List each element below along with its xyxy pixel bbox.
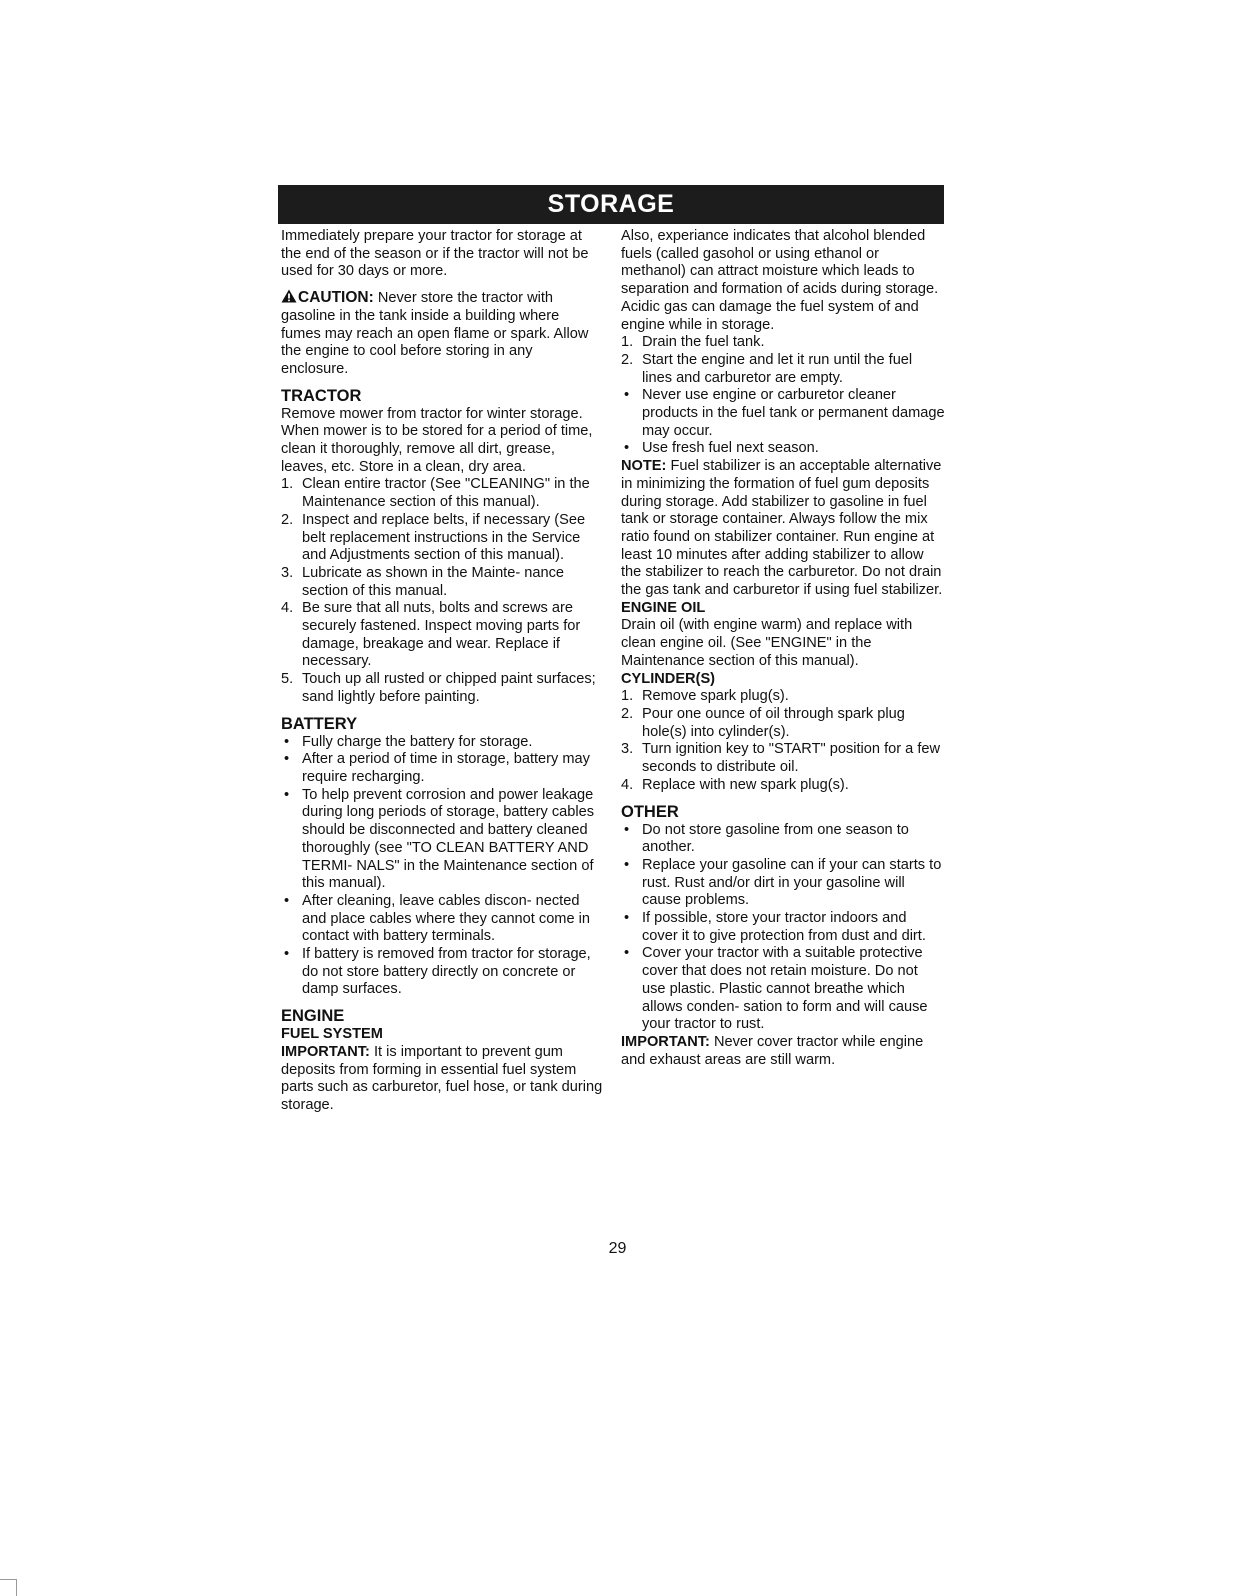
step-text: Start the engine and let it run until the fuel lines and carburetor are empty. <box>642 351 913 386</box>
bullet-icon: • <box>624 440 630 457</box>
fuel-system-heading: FUEL SYSTEM <box>281 1026 383 1043</box>
step-text: Touch up all rusted or chipped paint surfaces; sand lightly before painting. <box>302 671 596 705</box>
step-number: 1. <box>621 688 634 705</box>
step-text: Replace with new spark plug(s). <box>642 776 849 793</box>
warning-triangle-icon <box>281 289 297 303</box>
engine-oil-heading: ENGINE OIL <box>621 599 706 616</box>
bullet-text: If battery is removed from tractor for storage, do not store battery directly on concrete or damp surfaces. <box>302 946 591 998</box>
list-item <box>621 945 945 1034</box>
bullet-icon: • <box>284 751 290 768</box>
fuel-bullets <box>621 387 945 458</box>
list-item <box>621 706 945 741</box>
step-number: 4. <box>621 776 634 793</box>
bullet-icon: • <box>284 892 290 909</box>
tractor-text: Remove mower from tractor for winter storage. When mower is to be stored for a period of time, clean it thoroughly, remove all dirt, grease, leaves, etc. Store in a clean, dry area. <box>281 405 593 475</box>
list-item <box>621 440 945 458</box>
step-text: Lubricate as shown in the Mainte- nance section of this manual. <box>302 564 565 599</box>
bullet-text: If possible, store your tractor indoors and cover it to give protection from dust and dirt. <box>642 910 926 944</box>
list-item <box>281 565 603 600</box>
list-item <box>621 777 945 795</box>
caution-label: CAUTION: <box>298 289 374 307</box>
important-text: It is important to prevent gum deposits from forming in essential fuel system parts such as carburetor, fuel hose, or tank during storage. <box>281 1043 603 1113</box>
bullet-text: Use fresh fuel next season. <box>642 440 819 457</box>
step-number: 2. <box>281 511 294 528</box>
fuel-steps <box>621 334 945 387</box>
bullet-text: Replace your gasoline can if your can starts to rust. Rust and/or dirt in your gasoline will cause problems. <box>642 856 942 909</box>
bullet-icon: • <box>624 910 630 927</box>
page-number: 29 <box>608 1240 627 1257</box>
step-number: 4. <box>281 600 294 617</box>
bullet-icon: • <box>284 786 290 803</box>
storage-intro: Immediately prepare your tractor for storage at the end of the season or if the tractor will not be used for 30 days or more. <box>281 228 589 280</box>
left-column <box>281 228 603 1115</box>
list-item <box>621 857 945 910</box>
list-item <box>621 822 945 857</box>
step-text: Clean entire tractor (See "CLEANING" in the Maintenance section of this manual). <box>302 476 590 511</box>
section-banner <box>278 185 944 224</box>
step-number: 1. <box>281 476 294 493</box>
right-column <box>621 228 945 1069</box>
bullet-icon: • <box>624 821 630 838</box>
step-number: 2. <box>621 705 634 722</box>
bullet-icon: • <box>284 946 290 963</box>
cylinder-steps <box>621 688 945 794</box>
bullet-text: After cleaning, leave cables discon- nected and place cables where they cannot come in contact with battery terminals. <box>302 892 590 945</box>
engine-oil-text: Drain oil (with engine warm) and replace with clean engine oil. (See "ENGINE" in the Maintenance section of this manual). <box>621 617 913 669</box>
bullet-text: Do not store gasoline from one season to another. <box>642 821 909 856</box>
list-item <box>281 734 603 752</box>
bullet-text: To help prevent corrosion and power leakage during long periods of storage, battery cables should be disconnected and battery cleaned thoroughly (see "TO CLEAN BATTERY AND TERMI- NALS" in the Maintenance section of this manual). <box>302 786 595 892</box>
battery-heading: BATTERY <box>281 714 358 733</box>
tractor-heading: TRACTOR <box>281 386 362 405</box>
important-text: Never cover tractor while engine and exhaust areas are still warm. <box>621 1033 924 1068</box>
list-item <box>621 352 945 387</box>
step-text: Pour one ounce of oil through spark plug hole(s) into cylinder(s). <box>642 705 905 740</box>
list-item <box>281 946 603 999</box>
bullet-text: Fully charge the battery for storage. <box>302 733 533 750</box>
list-item <box>621 910 945 945</box>
list-item <box>281 476 603 511</box>
step-number: 2. <box>621 351 634 368</box>
other-heading: OTHER <box>621 802 679 821</box>
list-item <box>621 387 945 440</box>
step-number: 3. <box>621 741 634 758</box>
bullet-text: Cover your tractor with a suitable protective cover that does not retain moisture. Do not use plastic. Plastic cannot breathe which allows conden- sation to form and will cause your tractor to rust. <box>642 945 928 1033</box>
bullet-icon: • <box>624 945 630 962</box>
bullet-icon: • <box>284 733 290 750</box>
bullet-text: After a period of time in storage, battery may require recharging. <box>302 751 590 785</box>
step-number: 3. <box>281 564 294 581</box>
bullet-icon: • <box>624 856 630 873</box>
important-cover-paragraph <box>621 1034 945 1069</box>
caution-paragraph <box>281 289 603 379</box>
note-paragraph <box>621 458 945 600</box>
cylinders-heading: CYLINDER(S) <box>621 670 716 687</box>
list-item <box>281 600 603 671</box>
step-number: 5. <box>281 671 294 688</box>
step-text: Turn ignition key to "START" position for a few seconds to distribute oil. <box>642 741 941 776</box>
note-text: Fuel stabilizer is an acceptable alternative in minimizing the formation of fuel gum deposits during storage. Add stabilizer to gasoline in fuel tank or storage container. Always follow the mix ratio found on stabilizer container. Run engine at least 10 minutes after adding stabilizer to allow the stabilizer to reach the carburetor. Do not drain the gas tank and carburetor if using fuel stabilizer. <box>621 458 943 599</box>
list-item <box>281 671 603 706</box>
list-item <box>621 334 945 352</box>
step-text: Remove spark plug(s). <box>642 688 789 705</box>
bullet-text: Never use engine or carburetor cleaner products in the fuel tank or permanent damage may occur. <box>642 387 945 439</box>
note-label: NOTE: <box>621 458 667 475</box>
crop-mark <box>0 1579 17 1596</box>
section-title: STORAGE <box>547 190 675 218</box>
step-number: 1. <box>621 334 634 351</box>
engine-heading: ENGINE <box>281 1007 345 1026</box>
list-item <box>281 751 603 786</box>
list-item <box>621 741 945 776</box>
important-label: IMPORTANT: <box>281 1043 370 1060</box>
list-item <box>621 688 945 706</box>
caution-text: Never store the tractor with gasoline in the tank inside a building where fumes may reach an open flame or spark. Allow the engine to cool before storing in any enclosure. <box>281 290 589 377</box>
tractor-steps <box>281 476 603 706</box>
important-paragraph <box>281 1044 603 1115</box>
list-item <box>281 893 603 946</box>
battery-list <box>281 734 603 1000</box>
other-list <box>621 822 945 1034</box>
bullet-icon: • <box>624 387 630 404</box>
step-text: Inspect and replace belts, if necessary (See belt replacement instructions in the Service and Adjustments section of this manual). <box>302 511 586 564</box>
important-label: IMPORTANT: <box>621 1033 710 1050</box>
alcohol-fuel-text: Also, experiance indicates that alcohol blended fuels (called gasohol or using ethanol or methanol) can attract moisture which leads to separation and formation of acids during storage. Acidic gas can damage the fuel system of and engine while in storage. <box>621 228 939 333</box>
list-item <box>281 787 603 893</box>
list-item <box>281 512 603 565</box>
step-text: Drain the fuel tank. <box>642 334 765 351</box>
step-text: Be sure that all nuts, bolts and screws are securely fastened. Inspect moving parts for damage, breakage and wear. Replace if necessary. <box>302 600 581 670</box>
